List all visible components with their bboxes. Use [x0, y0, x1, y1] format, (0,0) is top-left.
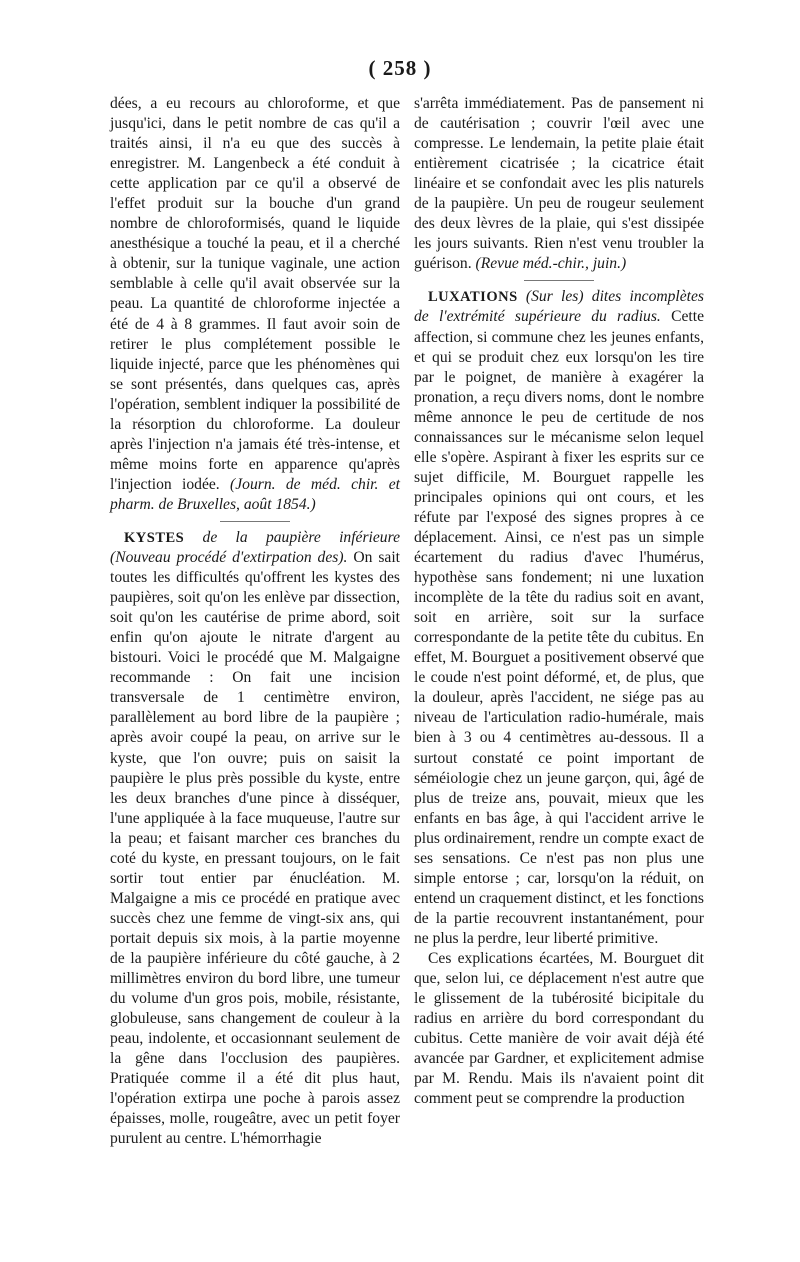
section-heading-luxations	[414, 287, 704, 949]
paragraph-text: dées, a eu recours au chloroforme, et que jusqu'ici, dans le petit nombre de cas qu'il a traités ainsi, il n'a eu que des succès à enregistrer. M. Langenbeck a été conduit à cette application par ce qu'il a observé de l'effet produit sur la bouche d'un grand nombre de chloroformisés, quand le liquide anesthésique a touché la peau, et il a cherché à obtenir, sur la tunique vaginale, une action semblable à celle qu'il avait observée sur la peau. La quantité de chloroforme injectée a été de 4 à 8 grammes. Il faut avoir soin de retirer le plus complétement possible le liquide injecté, parce que les phénomènes qui se sont présentés, dans quelques cas, après l'opération, semblent indiquer la possibilité de la résorption du chloroforme. La douleur après l'injection n'a jamais été très-intense, et même moins forte en apparence qu'après l'injection iodée.	[110, 95, 400, 493]
section-title: KYSTES	[124, 529, 185, 546]
section-title: LUXATIONS	[428, 289, 518, 306]
section-divider	[524, 280, 594, 281]
paragraph-explications: Ces explications écartées, M. Bourguet dit que, selon lui, ce déplacement n'est autre que le glissement de la tubérosité bicipitale du radius en arrière du bord correspondant du cubitus. Cette manière de voir avait déjà été avancée par Gardner, et explicitement admise par M. Rendu. Mais ils n'avaient point dit comment peut se comprendre la production	[414, 949, 704, 1108]
citation: (Journ. de méd. chir. et pharm. de Bruxelles, août 1854.)	[110, 475, 400, 513]
section-subtitle: (Sur les) dites incomplètes de l'extrémité supérieure du radius.	[414, 288, 704, 326]
citation: (Revue méd.-chir., juin.)	[475, 255, 627, 273]
paragraph-text: Cette affection, si commune chez les jeunes enfants, et qui se produit chez eux lorsqu'on les tire par le poignet, de manière à exagérer la pronation, a reçu divers noms, dont le nombre même annonce le peu de certitude de nos connaissances sur le mécanisme selon lequel elle s'opère. Aspirant à fixer les esprits sur ce sujet difficile, M. Bourguet rappelle les principales opinions qui ont cours, et les réfute par l'exposé des signes propres à ce déplacement. Ainsi, ce n'est pas un simple écartement du radius d'avec l'humérus, hypothèse sans fondement; ni une luxation incomplète de la tête du radius soit en avant, soit en arrière, soit sur la surface correspondante de la petite tête du cubitus. En effet, M. Bourguet a positivement observé que le coude n'est point déformé, et, de plus, que la douleur, après l'accident, ne siége pas au niveau de l'articulation radio-humérale, mais bien à 3 ou 4 centimètres au-dessous. Il a surtout constaté ce point important de séméiologie chez un jeune garçon, qui, âgé de plus de treize ans, pouvait, mieux que les enfants en bas âge, à qui l'accident arrive le plus ordinairement, rendre un compte exact de ses sensations. Ce n'est pas non plus une simple entorse ; car, lorsqu'on la réduit, on entend un craquement distinct, et les fonctions de la partie recouvrent instantanément, pour ne plus la perdre, leur liberté primitive.	[414, 308, 704, 947]
paragraph-chloroforme	[110, 94, 400, 515]
right-column	[414, 94, 704, 1109]
section-subtitle: de la paupière inférieure (Nouveau procédé d'extirpation des).	[110, 528, 400, 567]
section-heading-kystes	[110, 528, 400, 1149]
page-number: ( 258 )	[368, 56, 432, 80]
section-divider	[220, 521, 290, 522]
left-column	[110, 94, 400, 1149]
paragraph-text: s'arrêta immédiatement. Pas de pansement ni de cautérisation ; couvrir l'œil avec une compresse. Le lendemain, la petite plaie était entièrement cicatrisée ; la cicatrice était linéaire et se confondait avec les plis naturels de la paupière. Un peu de rougeur seulement des deux lèvres de la plaie, qui s'est dissipée les jours suivants. Rien n'est venu troubler la guérison.	[414, 95, 704, 273]
paragraph-guerison	[414, 94, 704, 274]
paragraph-text: On sait toutes les difficultés qu'offrent les kystes des paupières, soit qu'on les enlève par dissection, soit qu'on les cautérise de prime abord, soit enfin qu'on ajoute le nitrate d'argent au bistouri. Voici le procédé que M. Malgaigne recommande : On fait une incision transversale de 1 centimètre environ, parallèlement au bord libre de la paupière ; après avoir coupé la peau, on arrive sur le kyste, que l'on ouvre; puis on saisit la paupière le plus près possible du kyste, entre les deux branches d'une pince à disséquer, l'une appliquée à la face muqueuse, l'autre sur la peau; et faisant marcher ces branches du coté du kyste, en pressant toujours, on le fait sortir tout entier par énucléation. M. Malgaigne a mis ce procédé en pratique avec succès chez une femme de vingt-six ans, qui portait depuis six mois, à la partie moyenne de la paupière inférieure du côté gauche, à 2 millimètres environ du bord libre, une tumeur du volume d'un gros pois, mobile, résistante, globuleuse, sans changement de couleur à la peau, indolente, et occasionnant seulement de la gêne dans l'occlusion des paupières. Pratiquée comme il a été dit plus haut, l'opération extirpa une poche à parois assez épaisses, molle, rougeâtre, avec un petit foyer purulent au centre. L'hémorrhagie	[110, 549, 400, 1148]
